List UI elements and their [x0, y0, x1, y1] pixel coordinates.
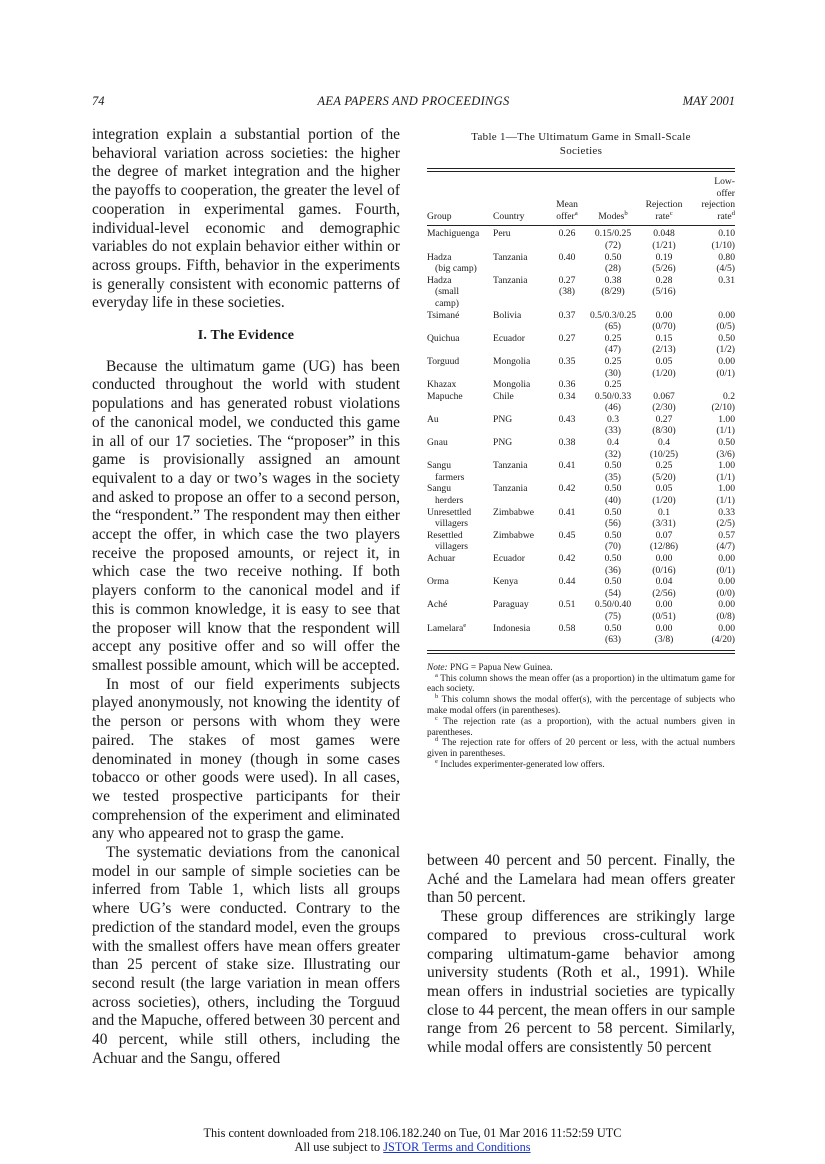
running-head	[92, 94, 735, 110]
col-header-modes: Modes$^b$	[598, 209, 628, 222]
footnote-c: $^c$ The rejection rate (as a proportion), with the actual numbers given in parentheses.	[427, 714, 736, 738]
table-row: Aché Paraguay 0.51 0.50/0.40 (75) 0.00 (0/51) 0.00 (0/8)	[427, 599, 735, 622]
table-row: Lamelara$^e$ Indonesia 0.58 0.50 (63) 0.00 (3/8) 0.00 (4/20)	[427, 621, 735, 646]
paragraph: The systematic deviations from the canonical model in our sample of simple societies can be inferred from Table 1, which lists all groups where UG’s were conducted. Contrary to the prediction of the standard model, even the groups with the smallest offers have mean offers greater than 25 percent of stake size. Illustrating our second result (the large variation in mean offers across societies), others, including the Torguud and the Mapuche, offered between 30 percent and 40 percent, while still others, including the Achuar and the Sangu, offered	[92, 844, 400, 1067]
table-note: Note: PNG = Papua New Guinea.	[427, 662, 553, 673]
right-column-text	[427, 852, 735, 1058]
col-header-low-offer-rejection: Low- offer rejection rate$^d$	[701, 176, 735, 222]
table-notes	[427, 663, 735, 771]
table-row: Sangu farmers Tanzania 0.41 0.50 (35) 0.25 (5/20) 1.00 (1/1)	[427, 460, 735, 483]
table-row: Quichua Ecuador 0.27 0.25 (47) 0.15 (2/13) 0.50 (1/2)	[427, 332, 735, 356]
table-row: Unresettled villagers Zimbabwe 0.41 0.50 (56) 0.1 (3/31) 0.33 (2/5)	[427, 506, 735, 530]
table-row: Gnau PNG 0.38 0.4 (32) 0.4 (10/25) 0.50 (3/6)	[427, 437, 735, 460]
table-row: Sangu herders Tanzania 0.42 0.50 (40) 0.05 (1/20) 1.00 (1/1)	[427, 483, 735, 507]
table-row: Tsimané Bolivia 0.37 0.5/0.3/0.25 (65) 0.00 (0/70) 0.00 (0/5)	[427, 309, 735, 333]
footnote-a: $^a$ This column shows the mean offer (as a proportion) in the ultimatum game for each society.	[427, 671, 735, 695]
table-bottom-rule	[427, 650, 735, 654]
table-row: Machiguenga Peru 0.26 0.15/0.25 (72) 0.048 (1/21) 0.10 (1/10)	[427, 228, 735, 251]
table-row: Orma Kenya 0.44 0.50 (54) 0.04 (2/56) 0.00 (0/0)	[427, 576, 735, 599]
col-header-mean-offer: Mean offer$^a$	[556, 199, 578, 222]
table-row: Achuar Ecuador 0.42 0.50 (36) 0.00 (0/16) 0.00 (0/1)	[427, 553, 735, 576]
table-row: Hadza (small camp) Tanzania 0.27 (38) 0.38 (8/29) 0.28 (5/16) 0.31	[427, 274, 735, 309]
table-row: Hadza (big camp) Tanzania 0.40 0.50 (28) 0.19 (5/26) 0.80 (4/5)	[427, 251, 735, 275]
journal-title: AEA PAPERS AND PROCEEDINGS	[317, 94, 510, 108]
issue-date: MAY 2001	[682, 94, 735, 108]
section-heading: I. The Evidence	[197, 328, 295, 344]
footnote-b: $^b$ This column shows the modal offer(s), with the percentage of subjects who make modal offers (in parentheses).	[427, 693, 736, 716]
paragraph: integration explain a substantial portion of the behavioral variation across societies: the higher the degree of market integration and the higher the payoffs to cooperation, the greater the level of cooperation in experimental games. Fourth, individual-level economic and demographic variables do not explain behavior either within or across groups. Fifth, behavior in the experiments is generally consistent with economic patterns of everyday life in these societies.	[92, 126, 400, 312]
paragraph: These group differences are strikingly large compared to previous cross-cultural work comparing ultimatum-game behavior among university students (Roth et al., 1991). While mean offers in industrial societies are typically close to 44 percent, the mean offers in our sample range from 26 percent to 58 percent. Similarly, while modal offers are consistently 50 percent	[427, 908, 735, 1057]
jstor-terms-link[interactable]: JSTOR Terms and Conditions	[383, 1139, 531, 1154]
ultimatum-table	[427, 172, 735, 650]
footnote-e: $^e$ Includes experimenter-generated low offers.	[435, 757, 605, 770]
col-header-country: Country	[493, 210, 525, 222]
table-row: Resettled villagers Zimbabwe 0.45 0.50 (70) 0.07 (12/86) 0.57 (4/7)	[427, 529, 735, 553]
col-header-group: Group	[427, 210, 452, 222]
col-header-rejection-rate: Rejection rate$^c$	[645, 199, 683, 222]
paragraph: In most of our field experiments subjects played anonymously, not knowing the identity of the person or persons with whom they were paired. The stakes of most games were denominated in money (though in some cases tobacco or other goods were used). In all cases, we tested prospective participants for their comprehension of the experiment and eliminated any who appeared not to grasp the game.	[92, 675, 400, 843]
paragraph: Because the ultimatum game (UG) has been conducted throughout the world with student populations and has generated robust violations of the canonical model, we conducted this game in all of our 17 societies. The “proposer” in this game is provisionally assigned an amount equivalent to a day or two’s wages in the society and asked to propose an offer to a second person, the “respondent.” The respondent may then either accept the offer, in which case the two players receive the proposed amounts, or reject it, in which case the two receive nothing. If both players conform to the canonical model and if this is common knowledge, it is easy to see that the proposer will know that the respondent will accept any positive offer and so will offer the smallest possible amount, which will be accepted.	[92, 357, 400, 674]
download-notice: This content downloaded from 218.106.182.240 on Tue, 01 Mar 2016 11:52:59 UTC	[203, 1126, 622, 1140]
terms-line: All use subject to JSTOR Terms and Conditions	[294, 1139, 531, 1154]
table-title: Table 1—The Ultimatum Game in Small-Scale Societies	[471, 131, 691, 157]
page-number: 74	[92, 94, 105, 108]
table-body	[427, 226, 735, 649]
paragraph: between 40 percent and 50 percent. Finally, the Aché and the Lamelara had mean offers greater than 50 percent.	[427, 852, 735, 907]
download-footer	[0, 1127, 825, 1154]
left-column	[92, 126, 400, 1068]
table-row: Khazax Mongolia 0.36 0.25	[427, 379, 622, 391]
footnote-d: $^d$ The rejection rate for offers of 20 percent or less, with the actual numbers given in parentheses.	[427, 736, 736, 760]
table-row: Torguud Mongolia 0.35 0.25 (30) 0.05 (1/20) 0.00 (0/1)	[427, 355, 735, 379]
table-row: Mapuche Chile 0.34 0.50/0.33 (46) 0.067 (2/30) 0.2 (2/10)	[427, 390, 735, 414]
table-row: Au PNG 0.43 0.3 (33) 0.27 (8/30) 1.00 (1/1)	[427, 413, 735, 437]
table-1	[427, 130, 735, 771]
